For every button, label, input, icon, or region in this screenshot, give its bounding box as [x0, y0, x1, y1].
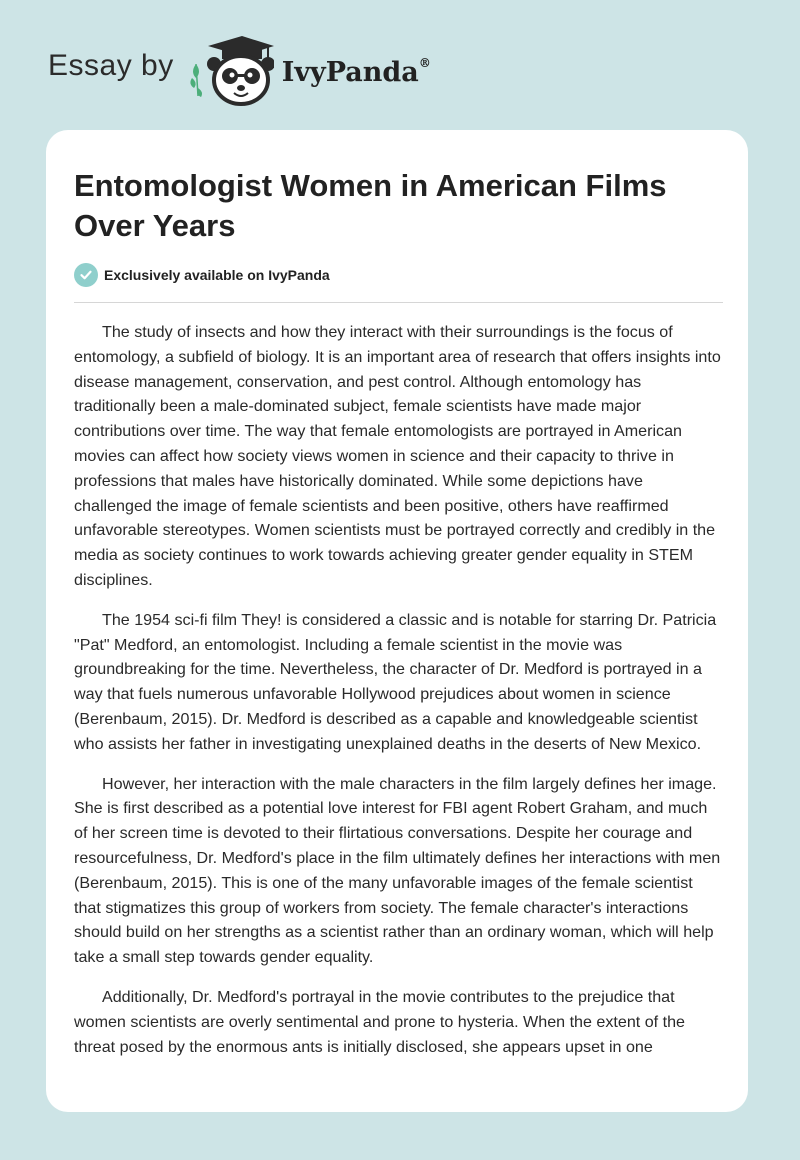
- site-header: [48, 34, 431, 106]
- exclusive-badge-text: Exclusively available on IvyPanda: [104, 267, 330, 283]
- essay-card: [46, 130, 748, 1112]
- essay-body: [74, 320, 724, 1074]
- brand-text: IvyPanda: [281, 56, 419, 88]
- check-icon: [74, 263, 98, 287]
- paragraph: The 1954 sci-fi film They! is considered a classic and is notable for starring Dr. Patricia "Pat" Medford, an entomologist. Including a female scientist in the movie was groundbreaking for the time. Nevertheless, the character of Dr. Medford is portrayed in a way that fuels numerous unfavorable Hollywood prejudices about women in science (Berenbaum, 2015). Dr. Medford is described as a capable and knowledgeable scientist who assists her father in investigating unexplained deaths in the deserts of New Mexico.: [74, 610, 717, 753]
- brand-name: [282, 57, 431, 88]
- paragraph: However, her interaction with the male characters in the film largely defines her image. She is first described as a potential love interest for FBI agent Robert Graham, and much of her screen time is devoted to their flirtatious conversations. Despite her courage and resourcefulness, Dr. Medford's place in the film ultimately defines her interactions with men (Berenbaum, 2015). This is one of the many unfavorable images of the female scientist that stigmatizes this group of workers from society. The female character's interactions should build on her strengths as a scientist rather than an ordinary woman, which will help take a small step towards gender equality.: [74, 774, 721, 967]
- exclusive-badge: [74, 263, 330, 287]
- paragraph: Additionally, Dr. Medford's portrayal in the movie contributes to the prejudice that women scientists are overly sentimental and prone to hysteria. When the extent of the threat posed by the enormous ants is initially disclosed, she appears upset in one: [74, 987, 685, 1056]
- essay-title: Entomologist Women in American Films Over Years: [74, 168, 667, 243]
- registered-mark: ®: [418, 55, 431, 70]
- divider: [74, 302, 723, 303]
- paragraph: The study of insects and how they interact with their surroundings is the focus of entomology, a subfield of biology. It is an important area of research that offers insights into disease management, conservation, and pest control. Although entomology has traditionally been a male-dominated subject, female scientists have made major contributions over time. The way that female entomologists are portrayed in American movies can affect how society views women in science and their capacity to thrive in professions that males have historically dominated. While some depictions have challenged the image of female scientists and been positive, others have reaffirmed unfavorable stereotypes. Women scientists must be portrayed correctly and credibly in the media as society continues to work towards achieving greater gender equality in STEM disciplines.: [74, 323, 721, 589]
- ivypanda-logo-icon[interactable]: [188, 34, 274, 106]
- essay-by-label: Essay by: [48, 49, 174, 82]
